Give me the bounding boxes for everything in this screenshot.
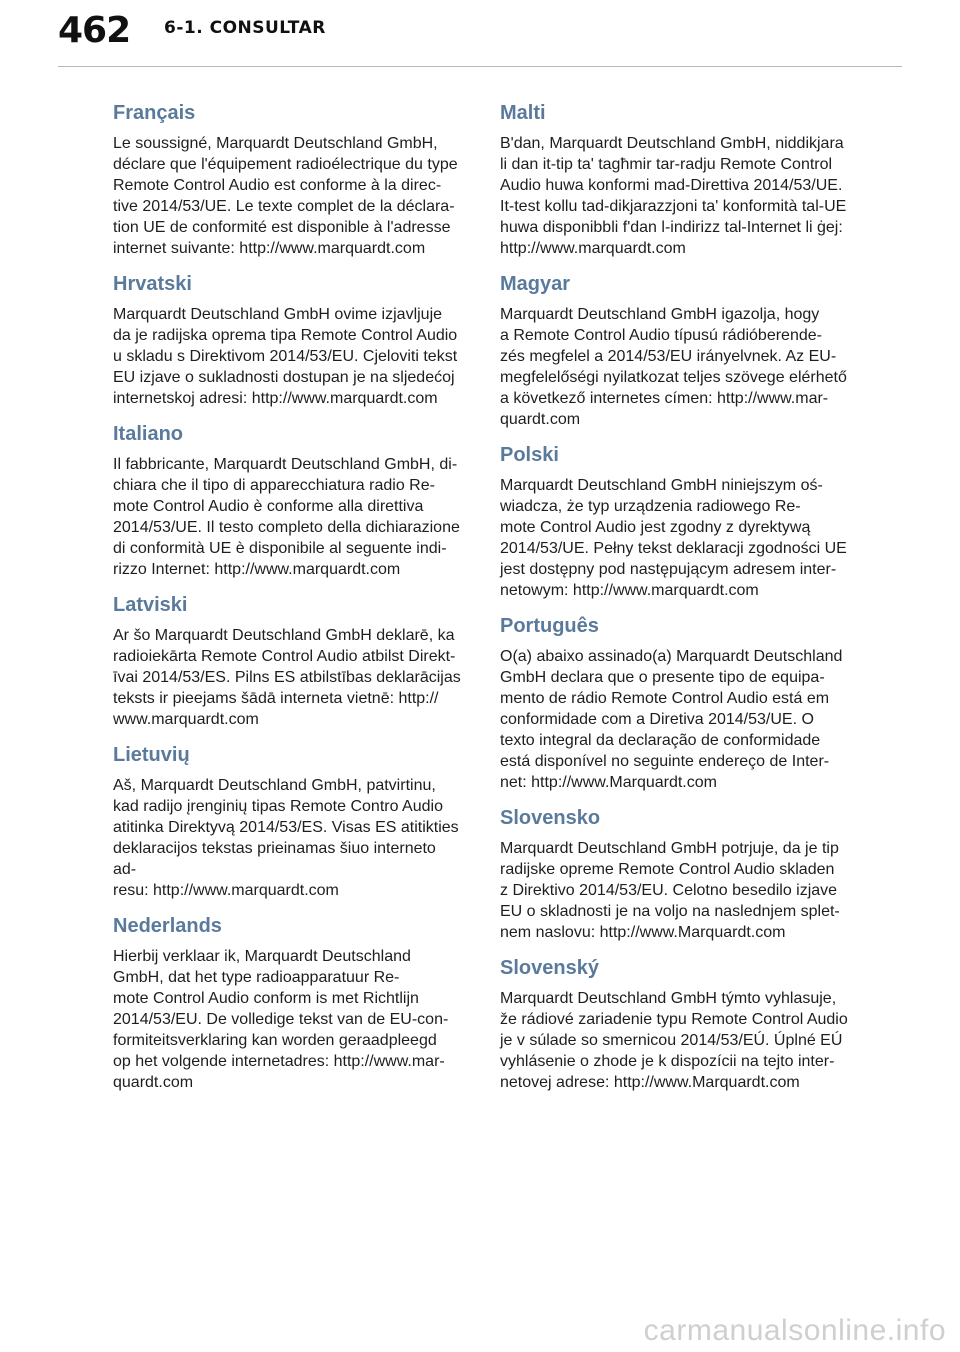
lang-text: O(a) abaixo assinado(a) Marquardt Deutschland GmbH declara que o presente tipo de equipa- mento de rádio Remote Control Audio está em conformidade com a Diretiva 2014/53/UE. O texto integral da declaração de conformidade está disponível no seguinte endereço de Inter- net: http://www.Marquardt.com — [500, 648, 843, 791]
lang-block-slovensky — [500, 957, 850, 1093]
right-column — [500, 102, 850, 1107]
lang-block-portugues — [500, 615, 850, 793]
lang-block-francais — [113, 102, 463, 259]
lang-text: B'dan, Marquardt Deutschland GmbH, niddikjara li dan it-tip ta' tagħmir tar-radju Remote Control Audio huwa konformi mad-Direttiva 2014/53/UE. It-test kollu tad-dikjarazzjoni ta' konformità tal-UE huwa disponibbli f'dan l-indirizz tal-Internet li ġej: http://www.marquardt.com — [500, 135, 847, 257]
lang-heading: Slovenský — [500, 957, 599, 979]
lang-heading: Nederlands — [113, 915, 222, 937]
lang-text: Le soussigné, Marquardt Deutschland GmbH, déclare que l'équipement radioélectrique du type Remote Control Audio est conforme à la direc- tive 2014/53/UE. Le texte complet de la déclara- tion UE de conformité est disponible à l'adresse internet suivante: http://www.marquardt.com — [113, 135, 458, 257]
watermark: carmanualsonline.info — [643, 1314, 946, 1347]
lang-text: Il fabbricante, Marquardt Deutschland GmbH, di- chiara che il tipo di apparecchiatura radio Re- mote Control Audio è conforme alla direttiva 2014/53/UE. Il testo completo della dichiarazione di conformità UE è disponibile al seguente indi- rizzo Internet: http://www.marquardt.com — [113, 456, 460, 578]
lang-text: Marquardt Deutschland GmbH potrjuje, da je tip radijske opreme Remote Control Audio skladen z Direktivo 2014/53/EU. Celotno besedilo izjave EU o skladnosti je na voljo na naslednjem splet- nem naslovu: http://www.Marquardt.com — [500, 840, 840, 941]
page-header — [0, 0, 960, 72]
lang-block-nederlands — [113, 915, 463, 1093]
lang-heading: Latviski — [113, 594, 188, 616]
lang-heading: Português — [500, 615, 599, 637]
lang-text: Aš, Marquardt Deutschland GmbH, patvirtinu, kad radijo įrenginių tipas Remote Contro Audio atitinka Direktyvą 2014/53/ES. Visas ES atitikties deklaracijos tekstas prieinamas šiuo interneto ad- resu: http://www.marquardt.com — [113, 777, 459, 899]
lang-block-latviski — [113, 594, 463, 730]
lang-block-malti — [500, 102, 850, 259]
header-divider — [58, 66, 902, 67]
lang-text: Marquardt Deutschland GmbH niniejszym oś- wiadcza, że typ urządzenia radiowego Re- mote Control Audio jest zgodny z dyrektywą 2014/53/UE. Pełny tekst deklaracji zgodności UE jest dostępny pod następującym adresem inter- netowym: http://www.marquardt.com — [500, 477, 847, 599]
lang-text: Ar šo Marquardt Deutschland GmbH deklarē, ka radioiekārta Remote Control Audio atbilst Direkt- īvai 2014/53/ES. Pilns ES atbilstības deklarācijas teksts ir pieejams šādā interneta vietnē: http:// www.marquardt.com — [113, 627, 461, 728]
lang-block-lietuviu — [113, 744, 463, 901]
lang-block-magyar — [500, 273, 850, 430]
lang-heading: Magyar — [500, 273, 571, 295]
page-number: 462 — [58, 10, 131, 51]
lang-heading: Malti — [500, 102, 546, 124]
lang-text: Marquardt Deutschland GmbH týmto vyhlasuje, že rádiové zariadenie typu Remote Control Audio je v súlade so smernicou 2014/53/EÚ. Úplné EÚ vyhlásenie o zhode je k dispozícii na tejto inter- netovej adrese: http://www.Marquardt.com — [500, 990, 848, 1091]
lang-heading: Français — [113, 102, 196, 124]
lang-heading: Lietuvių — [113, 744, 190, 766]
lang-heading: Italiano — [113, 423, 184, 445]
lang-block-hrvatski — [113, 273, 463, 409]
lang-heading: Hrvatski — [113, 273, 192, 295]
lang-text: Marquardt Deutschland GmbH igazolja, hogy a Remote Control Audio típusú rádióberende- zés megfelel a 2014/53/EU irányelvnek. Az EU- megfelelőségi nyilatkozat teljes szövege elérhető a következő internetes címen: http://www.mar- quardt.com — [500, 306, 847, 428]
lang-text: Marquardt Deutschland GmbH ovime izjavljuje da je radijska oprema tipa Remote Control Audio u skladu s Direktivom 2014/53/EU. Cjeloviti tekst EU izjave o sukladnosti dostupan je na sljedećoj internetskoj adresi: http://www.marquardt.com — [113, 306, 458, 407]
lang-heading: Slovensko — [500, 807, 601, 829]
lang-block-polski — [500, 444, 850, 601]
left-column — [113, 102, 463, 1107]
lang-block-italiano — [113, 423, 463, 580]
lang-heading: Polski — [500, 444, 559, 466]
section-title: 6-1. CONSULTAR — [164, 18, 326, 38]
lang-text: Hierbij verklaar ik, Marquardt Deutschland GmbH, dat het type radioapparatuur Re- mote Control Audio conform is met Richtlijn 2014/53/EU. De volledige tekst van de EU-con- formiteitsverklaring kan worden geraadpleegd op het volgende internetadres: http://www.mar- quardt.com — [113, 948, 449, 1091]
lang-block-slovensko — [500, 807, 850, 943]
